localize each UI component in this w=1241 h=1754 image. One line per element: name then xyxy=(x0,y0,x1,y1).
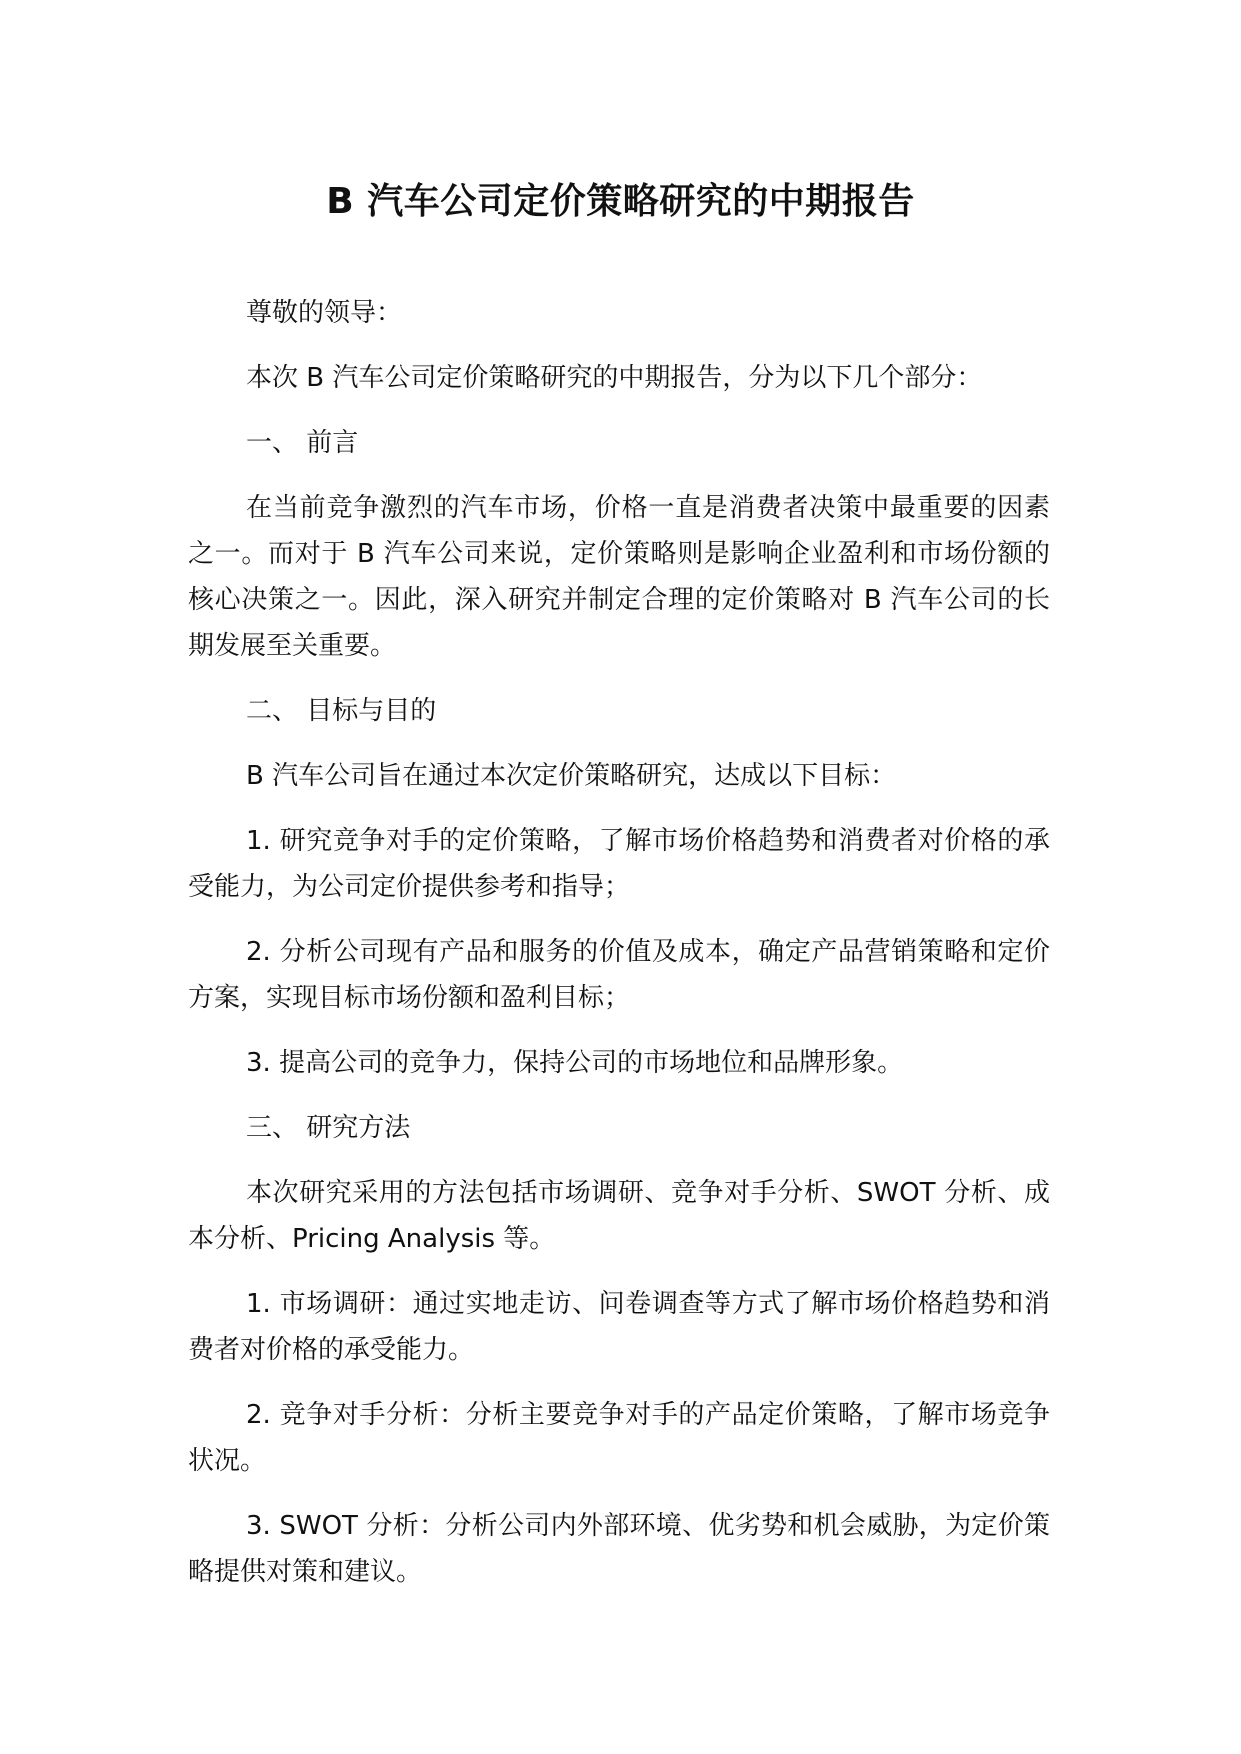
document-title: B 汽车公司定价策略研究的中期报告 xyxy=(326,181,915,222)
goals-lead-paragraph: B 汽车公司旨在通过本次定价策略研究，达成以下目标： xyxy=(246,761,897,791)
method-item-1: 1. 市场调研：通过实地走访、问卷调查等方式了解市场价格趋势和消费者对价格的承受能力。 xyxy=(188,1289,1050,1365)
goal-item-1: 1. 研究竞争对手的定价策略，了解市场价格趋势和消费者对价格的承受能力，为公司定价提供参考和指导； xyxy=(188,826,1050,902)
document-body xyxy=(188,290,1050,1614)
preface-paragraph: 在当前竞争激烈的汽车市场，价格一直是消费者决策中最重要的因素之一。而对于 B 汽车公司来说，定价策略则是影响企业盈利和市场份额的核心决策之一。因此，深入研究并制定合理的定价策略对 B 汽车公司的长期发展至关重要。 xyxy=(188,493,1050,661)
methods-lead-paragraph: 本次研究采用的方法包括市场调研、竞争对手分析、SWOT 分析、成本分析、Pricing Analysis 等。 xyxy=(188,1178,1050,1254)
section-heading-goals: 二、 目标与目的 xyxy=(246,696,437,726)
method-item-3: 3. SWOT 分析：分析公司内外部环境、优劣势和机会威胁，为定价策略提供对策和建议。 xyxy=(188,1511,1050,1587)
method-item-2: 2. 竞争对手分析：分析主要竞争对手的产品定价策略，了解市场竞争状况。 xyxy=(188,1400,1050,1476)
salutation: 尊敬的领导： xyxy=(246,298,403,328)
section-heading-methods: 三、 研究方法 xyxy=(246,1113,411,1143)
goal-item-2: 2. 分析公司现有产品和服务的价值及成本，确定产品营销策略和定价方案，实现目标市场份额和盈利目标； xyxy=(188,937,1050,1013)
intro-paragraph: 本次 B 汽车公司定价策略研究的中期报告，分为以下几个部分： xyxy=(246,363,983,393)
section-heading-preface: 一、 前言 xyxy=(246,428,359,458)
goal-item-3: 3. 提高公司的竞争力，保持公司的市场地位和品牌形象。 xyxy=(246,1048,904,1078)
